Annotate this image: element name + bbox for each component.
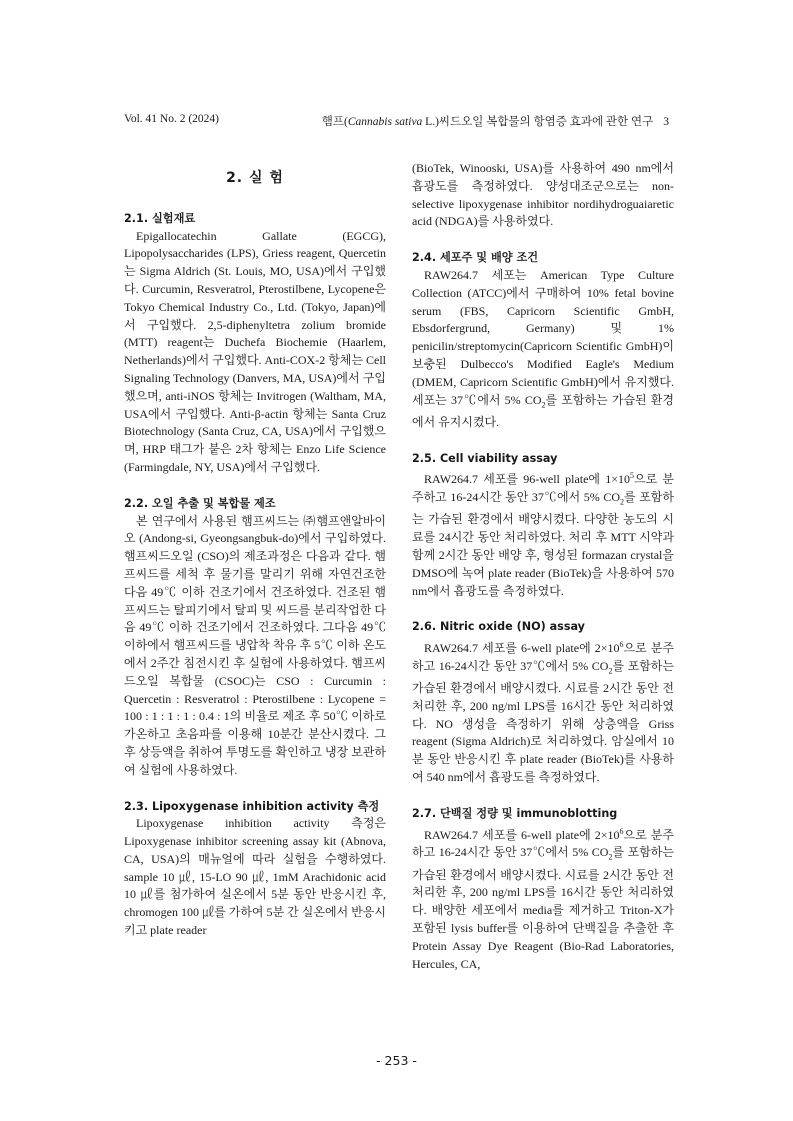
left-column (124, 160, 386, 940)
p27-sub: 2 (608, 852, 613, 862)
p26-sub: 2 (608, 666, 613, 676)
p24-a: RAW264.7 세포는 American Type Culture Collection (ATCC)에서 구매하여 10% fetal bovine serum (FBS, Capricorn Scientific GmbH, Ebsdorfergrund, Germany) 및 1% penicilin/streptomycin(Capricorn Scientific GmbH)이 보충된 Dulbecco's Modified Eagle's Medium (DMEM, Capricorn Scientific GmbH)에서 유지했다. 세포는 37℃에서 5% CO (412, 267, 674, 407)
subsection-heading-2-1: 2.1. 실험재료 (124, 211, 196, 225)
paragraph-2-5 (412, 467, 674, 600)
p25-a: RAW264.7 세포를 96-well plate에 1×10 (424, 472, 630, 487)
p26-a: RAW264.7 세포를 6-well plate에 2×10 (424, 641, 620, 656)
running-title-post: L.)씨드오일 복합물의 항염증 효과에 관한 연구 (422, 116, 654, 128)
p27-sup: 6 (619, 826, 624, 836)
paragraph-2-1: Epigallocatechin Gallate (EGCG), Lipopolysaccharides (LPS), Griess reagent, Quercetin는 Sigma Aldrich (St. Louis, MO, USA)에서 구입했다. Curcumin, Resveratrol, Pterostilbene, Lycopene은 Tokyo Chemical Industry Co., Ltd. (Tokyo, Japan)에서 구입했다. 2,5-diphenyltetra zolium bromide (MTT) reagent는 Duchefa Biochemie (Haarlem, Netherlands)에서 구입했다. Anti-COX-2 항체는 Cell Signaling Technology (Danvers, MA, USA)에서 구입했으며, anti-iNOS 항체는 Invitrogen (Waltham, MA, USA에서 구입했다. Anti-β-actin 항체는 Santa Cruz Biotechnology (Santa Cruz, CA, USA)에서 구입했으며, HRP 태그가 붙은 2차 항체는 Enzo Life Science (Farmingdale, NY, USA)에서 구입했다. (124, 228, 386, 474)
paragraph-2-4 (412, 267, 674, 432)
header-page-number: 3 (663, 116, 669, 128)
paragraph-2-7 (412, 823, 674, 974)
running-title (322, 113, 669, 129)
subsection-heading-2-6: 2.6. Nitric oxide (NO) assay (412, 620, 585, 634)
paragraph-2-2: 본 연구에서 사용된 햄프씨드는 ㈜햄프앤알바이오 (Andong-si, Gyeongsangbuk-do)에서 구입하였다. 햄프씨드오일 (CSO)의 제조과정은 다음과 같다. 햄프씨드를 세척 후 물기를 말리기 위해 자연건조한 다음 49℃ 이하 건조기에서 건조하였다. 건조된 햄프씨드는 탈피기에서 탈피 및 씨드를 분리작업한 다음 49℃ 이하 건조기에서 건조하였다. 그다음 49℃ 이하에서 햄프씨드를 냉압착 착유 후 5℃ 이하 온도에서 2주간 침전시킨 후 실험에 사용하였다. 햄프씨드오일 복합물 (CSOC)는 CSO : Curcumin : Quercetin : Resveratrol : Pterostilbene : Lycopene = 100 : 1 : 1 : 1 : 0.4 : 1의 비율로 제조 후 50℃ 이하로 가온하고 초음파를 이용해 10분간 분산시켰다. 그 후 상등액을 취하여 투명도를 확인하고 냉장 보관하여 실험에 사용하였다. (124, 513, 386, 777)
subsection-heading-2-5: 2.5. Cell viability assay (412, 451, 558, 465)
subsection-heading-2-4: 2.4. 세포주 및 배양 조건 (412, 251, 539, 265)
p25-sup: 5 (630, 471, 634, 481)
p25-c: 를 포함하는 가습된 환경에서 배양시켰다. 다양한 농도의 시료를 24시간 동안 처리하였다. 처리 후 MTT 시약과 함께 2시간 동안 배양 후, 형성된 formazan crystal을 DMSO에 녹여 plate reader (BioTek)을 사용하여 570 nm에서 흡광도를 측정하였다. (412, 490, 674, 598)
p25-b: 으로 분주하고 16-24시간 동안 37℃에서 5% CO (412, 472, 674, 505)
p27-c: 를 포함하는 가습된 환경에서 배양시켰다. 시료를 2시간 동안 전처리한 후, 200 ng/ml LPS를 16시간 동안 처리하였다. 배양한 세포에서 media를 제거하고 Triton-X가 포함된 lysis buffer를 이용하여 단백질을 추출한 후 Protein Assay Dye Reagent (Bio-Rad Laboratories, Hercules, CA, (412, 845, 674, 971)
running-title-pre: 햄프( (321, 116, 348, 128)
subsection-heading-2-3: 2.3. Lipoxygenase inhibition activity 측정 (124, 799, 380, 813)
paragraph-2-6 (412, 636, 674, 787)
p25-sub: 2 (620, 497, 625, 507)
running-title-species: Cannabis sativa (347, 116, 423, 128)
p26-sup: 6 (619, 640, 624, 650)
section-title: 2. 실 험 (226, 170, 284, 186)
p27-a: RAW264.7 세포를 6-well plate에 2×10 (424, 827, 620, 842)
journal-volume: Vol. 41 No. 2 (2024) (124, 113, 219, 125)
p24-b: 를 포함하는 가습된 환경에서 유지시켰다. (412, 392, 674, 429)
subsection-heading-2-2: 2.2. 오일 추출 및 복합물 제조 (124, 496, 276, 510)
running-header (124, 113, 669, 129)
p27-b: 으로 분주하고 16-24시간 동안 37℃에서 5% CO (412, 827, 674, 860)
p24-sub: 2 (541, 399, 546, 409)
right-column (412, 160, 674, 973)
paragraph-2-3-continued: (BioTek, Winooski, USA)를 사용하여 490 nm에서 흡광도를 측정하였다. 양성대조군으로는 non-selective lipoxygenase inhibitor nordihydroguaiaretic acid (NDGA)를 사용하였다. (412, 161, 674, 229)
paragraph-2-3: Lipoxygenase inhibition activity 측정은 Lipoxygenase inhibitor screening assay kit (Abnova, CA, USA)의 매뉴얼에 따라 실험을 수행하였다. sample 10 ㎕, 15-LO 90 ㎕, 1mM Arachidonic acid 10 ㎕를 첨가하여 실온에서 5분 동안 반응시킨 후, chromogen 100 ㎕를 가하여 5분 간 실온에서 반응시키고 plate reader (124, 816, 386, 938)
subsection-heading-2-7: 2.7. 단백질 정량 및 immunoblotting (412, 806, 618, 820)
p26-c: 를 포함하는 가습된 환경에서 배양시켰다. 시료를 2시간 동안 전처리한 후, 200 ng/ml LPS를 16시간 동안 처리하였다. NO 생성을 측정하기 위해 상층액을 Griss reagent (Sigma Aldrich)로 처리하였다. 암실에서 10분 동안 반응시킨 후 plate reader (BioTek)를 사용하여 540 nm에서 흡광도를 측정하였다. (412, 658, 674, 785)
page-footer-number: - 253 - (376, 1053, 417, 1068)
p26-b: 으로 분주하고 16-24시간 동안 37℃에서 5% CO (412, 641, 674, 673)
